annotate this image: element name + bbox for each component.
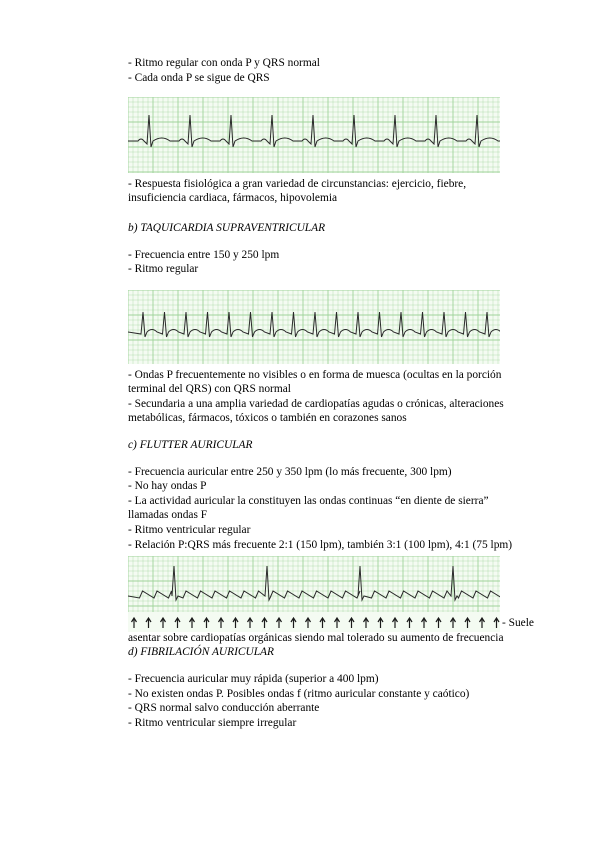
- arrow-up-icon: [161, 618, 166, 628]
- arrow-up-icon: [320, 618, 325, 628]
- text-line: - Ondas P frecuentemente no visibles o en forma de muesca (ocultas en la porción: [128, 369, 502, 381]
- text-line: - Ritmo regular con onda P y QRS normal: [128, 57, 320, 69]
- text-line: insuficiencia cardiaca, fármacos, hipovolemia: [128, 192, 338, 204]
- text-line: - Frecuencia auricular entre 250 y 350 lpm (lo más frecuente, 300 lpm): [128, 466, 452, 478]
- ecg-trace: [128, 115, 500, 147]
- text-line: terminal del QRS) con QRS normal: [128, 383, 291, 395]
- arrow-up-icon: [291, 618, 296, 628]
- ecg-sinus-trace: [128, 97, 500, 173]
- ecg-trace: [128, 312, 500, 337]
- arrow-up-icon: [465, 618, 470, 628]
- arrow-up-icon: [248, 618, 253, 628]
- text-line: - La actividad auricular la constituyen las ondas continuas “en diente de sierra”: [128, 495, 489, 507]
- arrow-up-icon: [349, 618, 354, 628]
- text-line: - QRS normal salvo conducción aberrante: [128, 702, 320, 714]
- arrow-up-icon: [335, 618, 340, 628]
- arrow-up-icon: [132, 618, 137, 628]
- arrow-up-icon: [480, 618, 485, 628]
- text-line: llamadas ondas F: [128, 509, 208, 521]
- arrow-up-icon: [190, 618, 195, 628]
- text-line: - Relación P:QRS más frecuente 2:1 (150 lpm), también 3:1 (100 lpm), 4:1 (75 lpm): [128, 539, 513, 551]
- arrow-up-icon: [378, 618, 383, 628]
- ecg-grid: [128, 556, 500, 612]
- text-line: - No existen ondas P. Posibles ondas f (ritmo auricular constante y caótico): [128, 688, 470, 700]
- arrow-up-icon: [219, 618, 224, 628]
- section-heading-fa: d) FIBRILACIÓN AURICULAR: [128, 646, 274, 658]
- arrow-up-icon: [146, 618, 151, 628]
- text-line: - Ritmo ventricular regular: [128, 524, 251, 536]
- arrow-up-icon: [204, 618, 209, 628]
- arrow-up-icon: [451, 618, 456, 628]
- text-line: - Frecuencia auricular muy rápida (superior a 400 lpm): [128, 673, 379, 685]
- ecg-tsv-trace: [128, 290, 500, 364]
- arrow-up-icon: [175, 618, 180, 628]
- ecg-strip-tsv: [128, 290, 500, 364]
- arrow-up-icon: [494, 618, 499, 628]
- flutter-arrows: [132, 618, 500, 628]
- text-line: - Secundaria a una amplia variedad de cardiopatías agudas o crónicas, alteraciones: [128, 398, 504, 410]
- arrow-up-icon: [277, 618, 282, 628]
- ecg-strip-flutter: [128, 556, 500, 632]
- text-line: - Respuesta fisiológica a gran variedad de circunstancias: ejercicio, fiebre,: [128, 178, 467, 190]
- section-heading-flutter: c) FLUTTER AURICULAR: [128, 439, 253, 451]
- arrow-up-icon: [306, 618, 311, 628]
- text-line: - Frecuencia entre 150 y 250 lpm: [128, 249, 280, 261]
- text-line: - Cada onda P se sigue de QRS: [128, 72, 270, 84]
- arrow-up-icon: [436, 618, 441, 628]
- text-line: - No hay ondas P: [128, 480, 207, 492]
- section-heading-tsv: b) TAQUICARDIA SUPRAVENTRICULAR: [128, 222, 326, 234]
- arrow-up-icon: [233, 618, 238, 628]
- arrow-up-icon: [407, 618, 412, 628]
- text-line: metabólicas, fármacos, tóxicos o también en corazones sanos: [128, 412, 407, 424]
- arrow-up-icon: [364, 618, 369, 628]
- text-line: - Ritmo ventricular siempre irregular: [128, 717, 297, 729]
- text-line-tail: - Suele: [502, 617, 534, 629]
- text-line: - Ritmo regular: [128, 263, 199, 275]
- text-line: asentar sobre cardiopatías orgánicas siendo mal tolerado su aumento de frecuencia: [128, 632, 504, 644]
- arrow-up-icon: [422, 618, 427, 628]
- ecg-strip-sinus: [128, 97, 500, 173]
- ecg-flutter-trace: [128, 556, 500, 632]
- arrow-up-icon: [393, 618, 398, 628]
- arrow-up-icon: [262, 618, 267, 628]
